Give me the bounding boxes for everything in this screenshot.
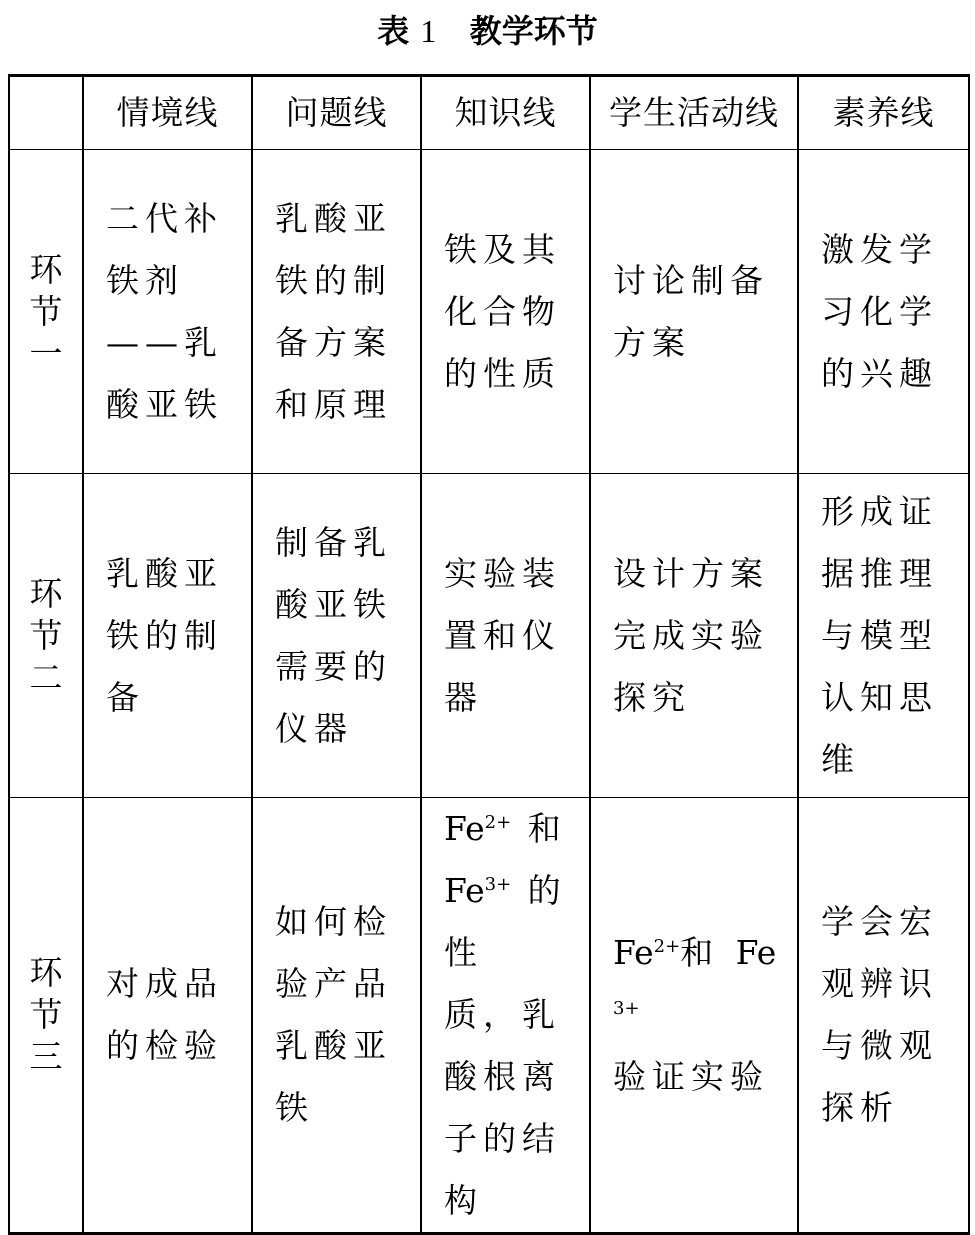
table-row [9, 474, 969, 798]
header-cell-question: 问题线 [252, 76, 421, 150]
literacy-cell: 学会宏观辨识与微观探析 [798, 798, 969, 1234]
caption-label: 表 [377, 12, 410, 50]
stage-cell: 环节二 [9, 474, 83, 798]
header-cell-literacy: 素养线 [798, 76, 969, 150]
literacy-cell: 形成证据推理与模型认知思维 [798, 474, 969, 798]
table-caption [0, 8, 975, 54]
question-cell: 如何检验产品乳酸亚铁 [252, 798, 421, 1234]
knowledge-cell: 铁及其化合物的性质 [421, 150, 590, 474]
activity-cell: 设计方案完成实验探究 [590, 474, 798, 798]
table-header-row [9, 76, 969, 150]
teaching-stages-table [8, 74, 970, 1235]
literacy-cell: 激发学习化学的兴趣 [798, 150, 969, 474]
knowledge-cell: 实验装置和仪器 [421, 474, 590, 798]
context-cell: 乳酸亚铁的制备 [83, 474, 252, 798]
caption-title: 教学环节 [469, 12, 598, 50]
activity-cell: 讨论制备方案 [590, 150, 798, 474]
header-cell-blank [9, 76, 83, 150]
header-cell-knowledge: 知识线 [421, 76, 590, 150]
stage-cell: 环节三 [9, 798, 83, 1234]
header-cell-activity: 学生活动线 [590, 76, 798, 150]
header-cell-context: 情境线 [83, 76, 252, 150]
caption-number: 1 [420, 13, 437, 49]
table-row [9, 798, 969, 1234]
context-cell: 对成品的检验 [83, 798, 252, 1234]
stage-cell: 环节一 [9, 150, 83, 474]
context-cell: 二代补铁剂——乳酸亚铁 [83, 150, 252, 474]
activity-cell: $Fe^{2+}$和 $Fe^{3+}$ 验证实验 [590, 798, 798, 1234]
question-cell: 制备乳酸亚铁需要的仪器 [252, 474, 421, 798]
question-cell: 乳酸亚铁的制备方案和原理 [252, 150, 421, 474]
knowledge-cell: $Fe^{2+}$ 和 $Fe^{3+}$ 的性 质，乳酸根离子的结构 [421, 798, 590, 1234]
table-row [9, 150, 969, 474]
